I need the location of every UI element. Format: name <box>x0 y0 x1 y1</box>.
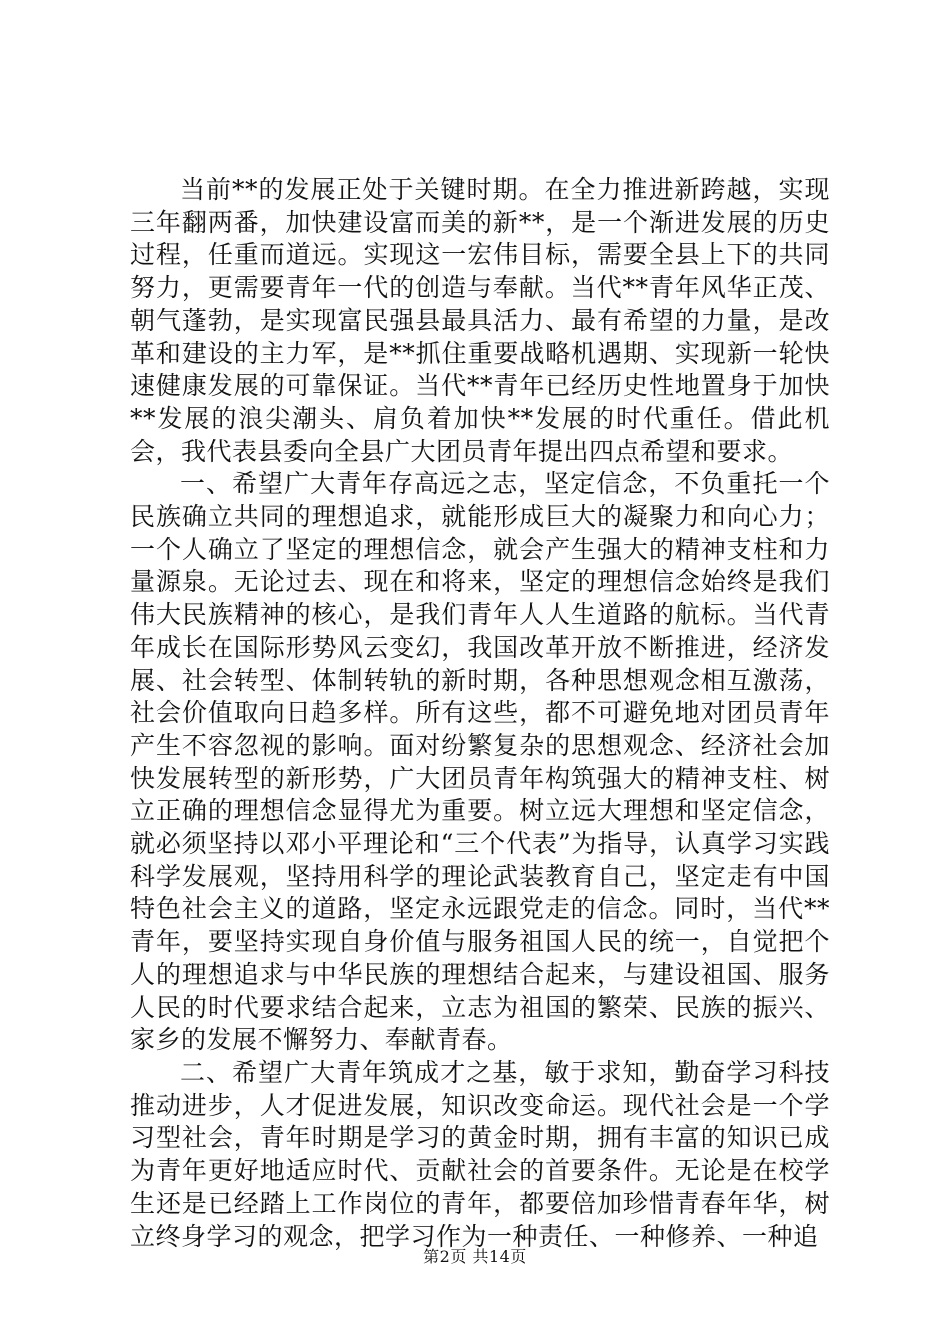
body-text <box>130 174 830 1253</box>
paragraph-intro: 当前**的发展正处于关键时期。在全力推进新跨越，实现三年翻两番，加快建设富而美的新**，是一个渐进发展的历史过程，任重而道远。实现这一宏伟目标，需要全县上下的共同努力，更需要青年一代的创造与奉献。当代**青年风华正茂、朝气蓬勃，是实现富民强县最具活力、最有希望的力量，是改革和建设的主力军，是**抓住重要战略机遇期、实现新一轮快速健康发展的可靠保证。当代**青年已经历史性地置身于加快**发展的浪尖潮头、肩负着加快**发展的时代重任。借此机会，我代表县委向全县广大团员青年提出四点希望和要求。 <box>130 175 830 466</box>
paragraph-hope-one: 一、希望广大青年存高远之志，坚定信念，不负重托一个民族确立共同的理想追求，就能形成巨大的凝聚力和向心力；一个人确立了坚定的理想信念，就会产生强大的精神支柱和力量源泉。无论过去、现在和将来，坚定的理想信念始终是我们伟大民族精神的核心，是我们青年人人生道路的航标。当代青年成长在国际形势风云变幻，我国改革开放不断推进，经济发展、社会转型、体制转轨的新时期，各种思想观念相互激荡，社会价值取向日趋多样。所有这些，都不可避免地对团员青年产生不容忽视的影响。面对纷繁复杂的思想观念、经济社会加快发展转型的新形势，广大团员青年构筑强大的精神支柱、树立正确的理想信念显得尤为重要。树立远大理想和坚定信念，就必须坚持以邓小平理论和“三个代表”为指导，认真学习实践科学发展观，坚持用科学的理论武装教育自己，坚定走有中国特色社会主义的道路，坚定永远跟党走的信念。同时，当代**青年，要坚持实现自身价值与服务祖国人民的统一，自觉把个人的理想追求与中华民族的理想结合起来，与建设祖国、服务人民的时代要求结合起来，立志为祖国的繁荣、民族的振兴、家乡的发展不懈努力、奉献青春。 <box>130 469 830 1055</box>
page-footer: 第2页 共14页 <box>423 1247 527 1266</box>
paragraph-hope-two: 二、希望广大青年筑成才之基，敏于求知，勤奋学习科技推动进步，人才促进发展，知识改变命运。现代社会是一个学习型社会，青年时期是学习的黄金时期，拥有丰富的知识已成为青年更好地适应时代、贡献社会的首要条件。无论是在校学生还是已经踏上工作岗位的青年，都要倍加珍惜青春年华，树立终身学习的观念，把学习作为一种责任、一种修养、一种追 <box>130 1057 830 1251</box>
